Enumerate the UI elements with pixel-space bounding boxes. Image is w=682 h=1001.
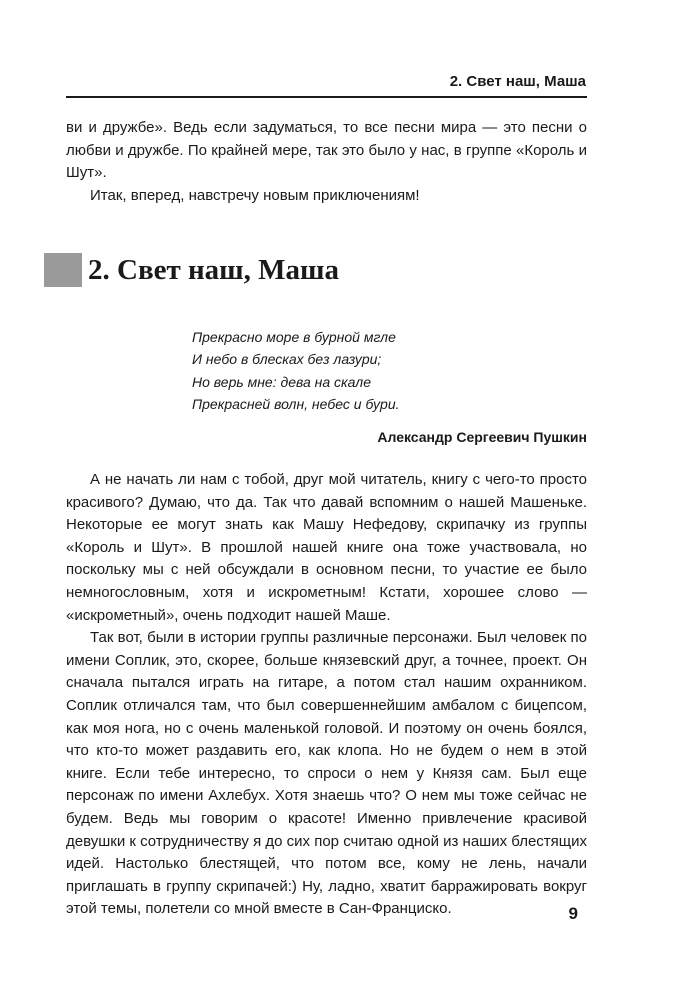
body-paragraph: Так вот, были в истории группы различные персонажи. Был человек по имени Соплик, это, скорее, больше князевский друг, а точнее, проект. Он сначала пытался играть на гитаре, а потом стал нашим охранником. Соплик отличался там, что был совершеннейшим амбалом с бицепсом, как моя нога, но с очень маленькой головой. И поэтому он очень боялся, что кто-то может раздавить его, как клопа. Но не будем о нем в этой книге. Если тебе интересно, то спроси о нем у Князя сам. Был еще персонаж по имени Ахлебух. Хотя знаешь что? О нем мы тоже сейчас не будем. Ведь мы говорим о красоте! Именно привлечение красивой девушки к сотрудничеству я до сих пор считаю одной из наших блестящих идей. Настолько блестящей, что потом все, кому не лень, начали приглашать в группу скрипачей:) Ну, ладно, хватит барражировать вокруг этой темы, полетели со мной вместе в Сан-Франциско. (66, 629, 587, 918)
epigraph-line: Прекрасно море в бурной мгле (192, 329, 396, 345)
epigraph-author: Александр Сергеевич Пушкин (377, 429, 587, 446)
body-paragraph: А не начать ли нам с тобой, друг мой читатель, книгу с чего-то просто красивого? Думаю, что да. Так что давай вспомним о нашей Машеньке. Некоторые ее могут знать как Машу Нефедову, скрипачку из группы «Король и Шут». В прошлой нашей книге она тоже участвовала, но поскольку мы с ней обсуждали в основном песни, то участие ее было немногословным, хотя и искрометным! Кстати, хорошее слово — «искрометный», очень подходит нашей Маше. (66, 471, 587, 624)
epigraph-line: И небо в блесках без лазури; (192, 351, 382, 368)
intro-paragraph: ви и дружбе». Ведь если задуматься, то все песни мира — это песни о любви и дружбе. По крайней мере, так это было у нас, в группе «Король и Шут». (66, 119, 587, 182)
running-head-title: 2. Свет наш, Маша (449, 73, 586, 90)
page-number: 9 (568, 904, 578, 923)
body-text (66, 469, 587, 921)
epigraph-line: Прекрасней волн, небес и бури. (192, 395, 400, 412)
intro-paragraph: Итак, вперед, навстречу новым приключениям! (90, 186, 420, 204)
intro-text (66, 117, 587, 207)
chapter-marker-block (44, 253, 82, 287)
chapter-heading (44, 250, 339, 290)
header-rule (66, 96, 587, 98)
epigraph (192, 326, 587, 445)
chapter-title: 2. Свет наш, Маша (88, 253, 340, 286)
epigraph-line: Но верь мне: дева на скале (192, 373, 371, 390)
